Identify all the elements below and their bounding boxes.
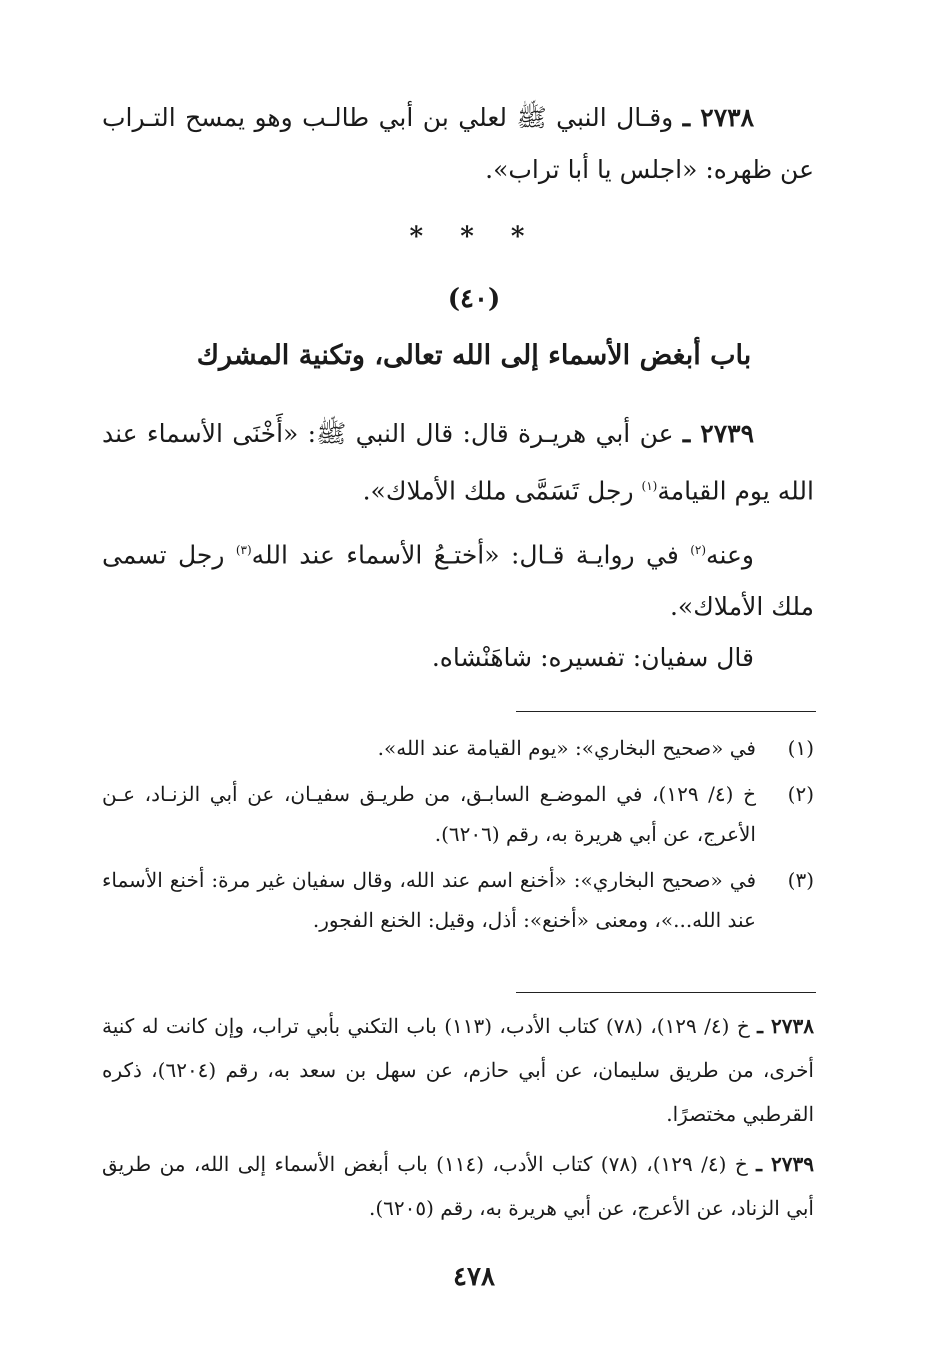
sufyan-comment: قال سفيان: تفسيره: شاهَنْشاه. <box>431 643 754 672</box>
footnote-divider <box>516 711 816 712</box>
reference-item <box>102 1142 814 1230</box>
reference-text: خ (٤/ ١٢٩)، (٧٨) كتاب الأدب، (١١٤) باب أبغض الأسماء إلى الله، من طريق أبي الزناد، عن الأعرج، عن أبي هريرة به، رقم (٦٢٠٥). <box>102 1152 814 1220</box>
footnote-mark: (٢) <box>787 782 814 806</box>
reference-number: ٢٧٣٨ ـ <box>757 1014 814 1038</box>
footnotes <box>102 728 814 946</box>
page-number: ٤٧٨ <box>453 1262 495 1292</box>
section-separator: * * * <box>409 222 539 252</box>
variant-text: رجل تسمى ملك الأملاك». <box>102 540 814 622</box>
hadith-text: وقـال النبي ﷺ لعلي بن أبي طالـب وهو يمسح التـراب عن ظهره: «اجلس يا أبا تراب». <box>102 103 814 184</box>
chapter-title: باب أبغض الأسماء إلى الله تعالى، وتكنية المشرك <box>196 340 752 371</box>
footnote-text: في «صحيح البخاري»: «يوم القيامة عند الله». <box>377 736 756 760</box>
footnote-item <box>102 728 814 768</box>
references-divider <box>516 992 816 993</box>
hadith-number: ٢٧٣٩ ـ <box>682 419 754 448</box>
footnote-ref: (٣) <box>235 543 252 557</box>
footnote-mark: (٣) <box>787 868 814 892</box>
hadith-2738 <box>102 92 814 196</box>
footnote-text: في «صحيح البخاري»: «أخنع اسم عند الله، وقال سفيان غير مرة: أخنع الأسماء عند الله...»، ومعنى «أخنع»: أذل، وقيل: الخنع الفجور. <box>102 868 756 932</box>
hadith-variant <box>102 524 814 633</box>
footnote-ref: (٢) <box>690 543 707 557</box>
footnote-text: خ (٤/ ١٢٩)، في الموضـع السابـق، من طريـق سفيـان، عن أبي الزنـاد، عـن الأعرج، عن أبي هريرة به، رقم (٦٢٠٦). <box>102 782 756 846</box>
hadith-text: عن أبي هريـرة قال: قال النبي ﷺ: «أَخْنَى الأسماء عند الله يوم القيامة <box>102 419 814 506</box>
footnote-item <box>102 774 814 854</box>
variant-text: في روايـة قـال: «أختـعُ الأسماء عند الله <box>251 540 679 570</box>
hadith-2739 <box>102 408 814 517</box>
reference-number: ٢٧٣٩ ـ <box>756 1152 814 1176</box>
variant-text: وعنه <box>706 540 754 570</box>
hadith-number: ٢٧٣٨ ـ <box>682 103 754 132</box>
references <box>102 1004 814 1230</box>
chapter-number: (٤٠) <box>447 284 501 314</box>
hadith-text: رجل تَسَمَّى ملك الأملاك». <box>362 476 634 506</box>
reference-item <box>102 1004 814 1136</box>
reference-text: خ (٤/ ١٢٩)، (٧٨) كتاب الأدب، (١١٣) باب التكني بأبي تراب، وإن كانت له كنية أخرى، من طريق سليمان، عن أبي حازم، عن سهل بن سعد به، رقم (٦٢٠٤)، ذكره القرطبي مختصرًا. <box>102 1014 814 1126</box>
footnote-ref: (١) <box>641 479 658 493</box>
footnote-item <box>102 860 814 940</box>
footnote-mark: (١) <box>787 736 814 760</box>
